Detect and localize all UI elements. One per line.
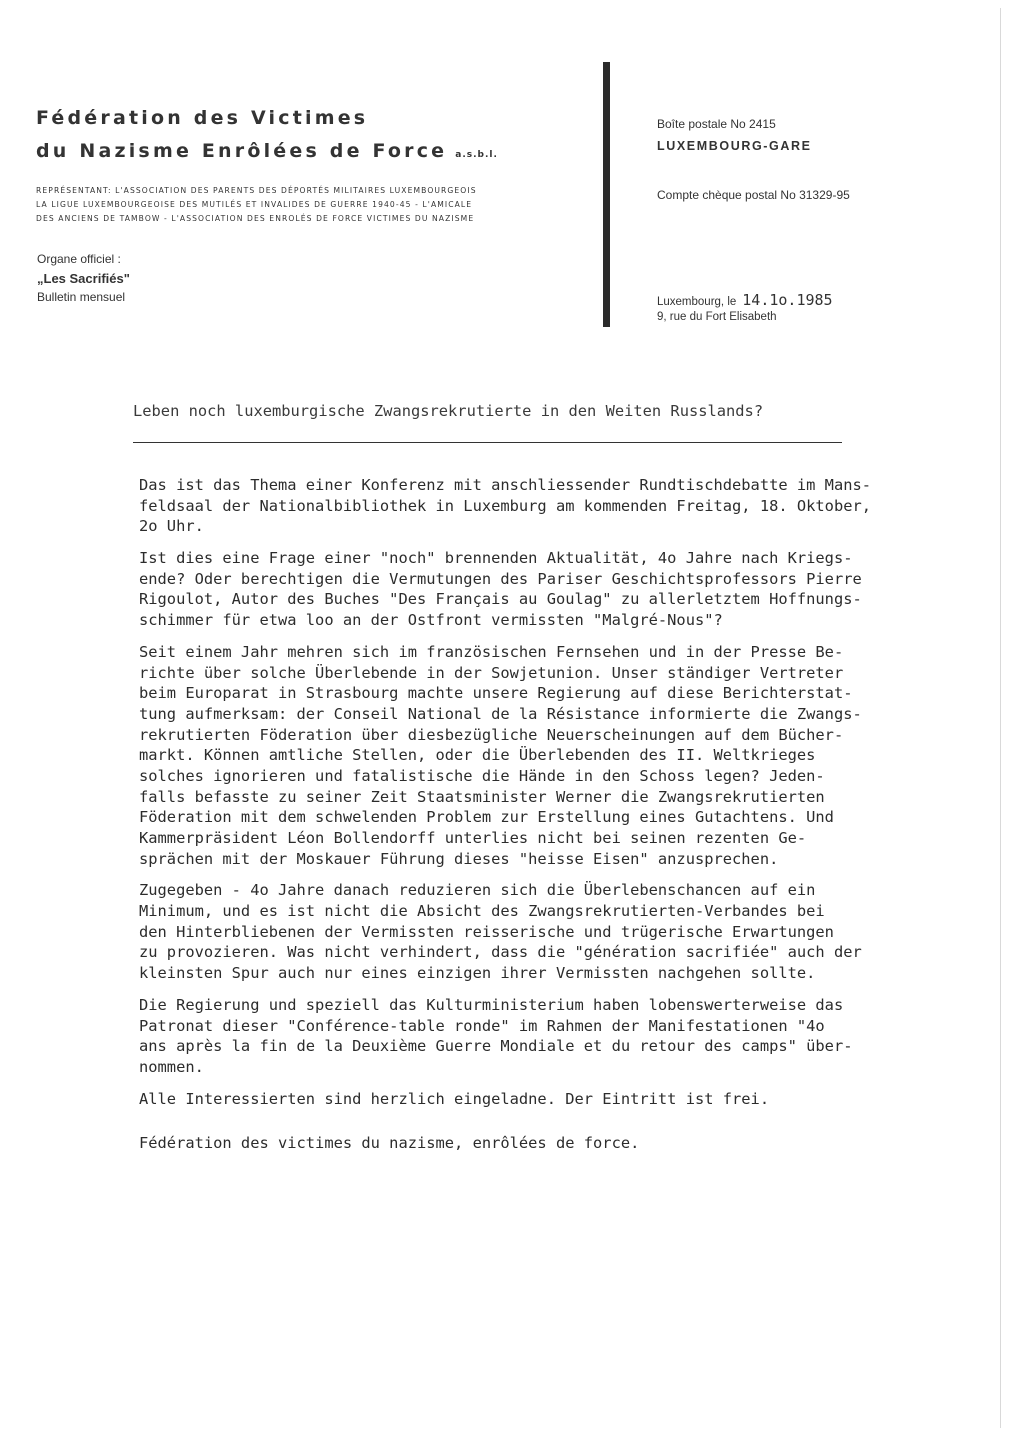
letter-date: 14.1o.1985 (742, 291, 833, 309)
body-paragraph (139, 880, 959, 983)
body-line: tung aufmerksam: der Conseil National de la Résistance informierte die Zwangs- (139, 704, 862, 723)
organization-title-line2 (36, 140, 498, 162)
body-paragraph (139, 1089, 959, 1110)
postal-cheque-account: Compte chèque postal No 31329-95 (657, 188, 850, 202)
body-line: den Hinterbliebenen der Vermissten reisserische und trügerische Erwartungen (139, 922, 834, 941)
represented-associations (36, 184, 477, 226)
closing-line-block (139, 1133, 959, 1154)
letterhead-divider (603, 62, 610, 327)
organization-title-line1 (36, 107, 368, 129)
represented-line: DES ANCIENS DE TAMBOW - L'ASSOCIATION DES ENROLÉS DE FORCE VICTIMES DU NAZISME (36, 214, 475, 223)
official-organ-label: Organe officiel : (37, 252, 121, 266)
body-line: zu provozieren. Was nicht verhindert, dass die "génération sacrifiée" auch der (139, 943, 862, 962)
body-line: schimmer für etwa loo an der Ostfront vermissten "Malgré-Nous"? (139, 611, 723, 630)
po-box: Boîte postale No 2415 (657, 117, 776, 131)
body-paragraph (139, 995, 959, 1078)
body-line: Seit einem Jahr mehren sich im französischen Fernsehen und in der Presse Be- (139, 642, 844, 661)
body-line: Die Regierung und speziell das Kulturministerium haben lobenswerterweise das (139, 995, 844, 1014)
body-line: beim Europarat in Strasbourg machte unsere Regierung auf diese Berichterstat- (139, 684, 853, 703)
asbl-label: a.s.b.l. (455, 150, 498, 160)
body-paragraph (139, 548, 959, 631)
body-line: Ist dies eine Frage einer "noch" brennenden Aktualität, 4o Jahre nach Kriegs- (139, 549, 853, 568)
body-line: ans après la fin de la Deuxième Guerre Mondiale et du retour des camps" über- (139, 1037, 853, 1056)
body-line: ende? Oder berechtigen die Vermutungen des Pariser Geschichtsprofessors Pierre (139, 569, 862, 588)
bulletin-name: „Les Sacrifiés" (37, 271, 130, 286)
body-line: Föderation mit dem schwelenden Problem zur Erstellung eines Gutachtens. Und (139, 808, 834, 827)
body-line: Rigoulot, Autor des Buches "Des Français au Goulag" zu allerletztem Hoffnungs- (139, 590, 862, 609)
represented-line: LA LIGUE LUXEMBOURGEOISE DES MUTILÉS ET INVALIDES DE GUERRE 1940-45 - L'AMICALE (36, 200, 473, 209)
body-line: falls befasste zu seiner Zeit Staatsminister Werner die Zwangsrekrutierten (139, 787, 825, 806)
official-organ-block (37, 250, 130, 307)
body-line: Alle Interessierten sind herzlich eingeladne. Der Eintritt ist frei. (139, 1089, 770, 1108)
closing-signature: Fédération des victimes du nazisme, enrôlées de force. (139, 1134, 640, 1153)
body-line: richte über solche Überlebende in der Sowjetunion. Unser ständiger Vertreter (139, 663, 844, 682)
body-line: Zugegeben - 4o Jahre danach reduzieren sich die Überlebenschancen auf ein (139, 881, 816, 900)
scan-edge-line (1000, 8, 1001, 1428)
body-line: feldsaal der Nationalbibliothek in Luxemburg am kommenden Freitag, 18. Oktober, (139, 496, 872, 515)
body-paragraph (139, 475, 959, 537)
body-line: Patronat dieser "Conférence-table ronde" im Rahmen der Manifestationen "4o (139, 1016, 825, 1035)
body-line: rekrutierten Föderation über diesbezügliche Neuerscheinungen auf dem Bücher- (139, 725, 844, 744)
place-date-line (657, 291, 833, 309)
body-line: markt. Können amtliche Stellen, oder die Überlebenden des II. Weltkrieges (139, 746, 816, 765)
body-line: kleinsten Spur auch nur eines einzigen ihrer Vermissten nachgehen sollte. (139, 964, 816, 983)
organization-title-line2-text: du Nazisme Enrôlées de Force (36, 140, 448, 162)
represented-line: REPRÉSENTANT: L'ASSOCIATION DES PARENTS DES DÉPORTÉS MILITAIRES LUXEMBOURGEOIS (36, 186, 477, 195)
body-line: 2o Uhr. (139, 517, 204, 536)
place-date-label: Luxembourg, le (657, 296, 737, 308)
street-address: 9, rue du Fort Elisabeth (657, 311, 777, 323)
body-line: Kammerpräsident Léon Bollendorff unterlies nicht bei seinen rezenten Ge- (139, 829, 807, 847)
body-paragraph (139, 642, 959, 870)
body-line: sprächen mit der Moskauer Führung dieses "heisse Eisen" anzusprechen. (139, 849, 779, 868)
body-line: nommen. (139, 1057, 204, 1076)
city-line: LUXEMBOURG-GARE (657, 139, 812, 153)
organization-title-line1-text: Fédération des Victimes (36, 107, 369, 129)
body-line: Minimum, und es ist nicht die Absicht des Zwangsrekrutierten-Verbandes bei (139, 902, 825, 921)
letter-body (139, 475, 959, 1165)
body-line: Das ist das Thema einer Konferenz mit anschliessender Rundtischdebatte im Mans- (139, 476, 872, 494)
bulletin-frequency: Bulletin mensuel (37, 290, 126, 304)
body-line: solches ignorieren und fatalistische die Hände in den Schoss legen? Jeden- (139, 766, 825, 785)
subject-underline (133, 442, 842, 443)
subject-heading: Leben noch luxemburgische Zwangsrekrutierte in den Weiten Russlands? (133, 402, 764, 420)
